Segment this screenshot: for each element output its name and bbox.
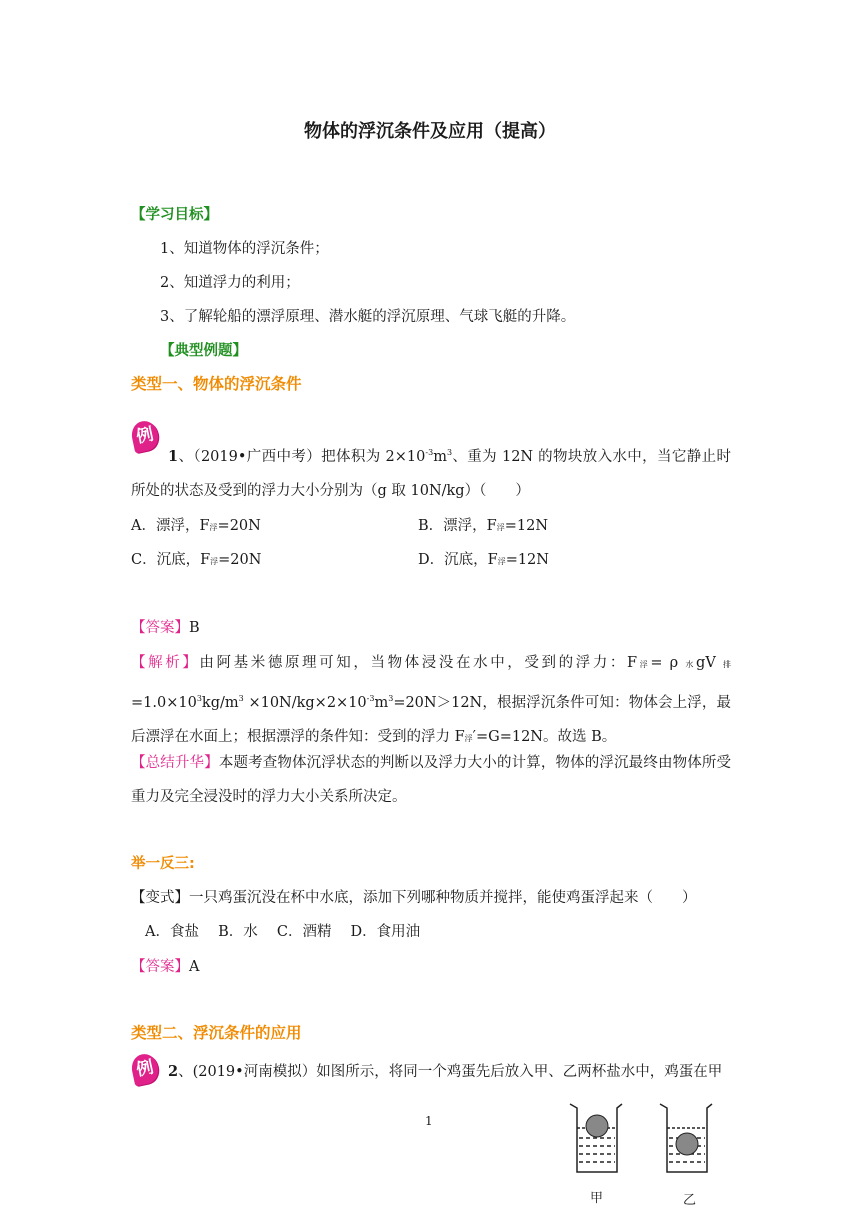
- examples-heading: 【典型例题】: [160, 343, 247, 359]
- example2-question: 2、(2019•河南模拟）如图所示，将同一个鸡蛋先后放入甲、乙两杯盐水中，鸡蛋在甲: [168, 1063, 723, 1080]
- practice-heading: 举一反三:: [131, 856, 195, 872]
- egg-left: [586, 1115, 608, 1137]
- beaker-left: [570, 1104, 622, 1172]
- egg-right: [676, 1133, 698, 1155]
- objectives-heading: 【学习目标】: [131, 207, 218, 223]
- objective-item: 1、知道物体的浮沉条件；: [160, 241, 329, 257]
- option-d: D．沉底，F浮=12N: [418, 552, 549, 568]
- example-badge-icon: 例: [129, 1052, 161, 1087]
- beaker-figure: [565, 1100, 725, 1210]
- objective-item: 2、知道浮力的利用；: [160, 275, 300, 291]
- label-yi: 乙: [683, 1193, 697, 1208]
- example1-summary: 【总结升华】本题考查物体沉浮状态的判断以及浮力大小的计算，物体的浮沉最终由物体所受重力及完全浸没时的浮力大小关系所决定。: [131, 755, 731, 805]
- practice-variant: 【变式】一只鸡蛋沉没在杯中水底，添加下列哪种物质并搅拌，能使鸡蛋浮起来（ ）: [131, 890, 697, 906]
- practice-options: A．食盐 B．水 C．酒精 D．食用油: [145, 924, 421, 940]
- type1-heading: 类型一、物体的浮沉条件: [131, 375, 302, 393]
- label-jia: 甲: [590, 1191, 604, 1206]
- page-number: 1: [425, 1114, 433, 1128]
- example1-answer: 【答案】B: [131, 620, 200, 636]
- example1-question: 1、（2019•广西中考）把体积为 $2\times 10^{-3}m^3$、重为 12N 的物块放入水中，当它静止时所处的状态及受到的浮力大小分别为（g 取 10N/kg）（ ）: [131, 447, 732, 499]
- option-a: A．漂浮，F浮=20N: [131, 518, 261, 534]
- example1-analysis: 【解析】由阿基米德原理可知，当物体浸没在水中，受到的浮力：F浮= ρ 水gV 排$=1.0\times 10^3kg/m^3 \times 10N/kg\times 2\times 10^{-3}m^3=20N>12N$，根据浮沉条件可知：物体会上浮，最后漂浮在水面上；根据漂浮的条件知：受到的浮力 F浮′=G=12N。故选 B。: [131, 655, 731, 745]
- option-c: C．沉底，F浮=20N: [131, 552, 262, 568]
- page-title: 物体的浮沉条件及应用（提高）: [304, 121, 556, 142]
- objective-item: 3、了解轮船的漂浮原理、潜水艇的浮沉原理、气球飞艇的升降。: [160, 309, 576, 325]
- practice-answer: 【答案】A: [131, 959, 200, 975]
- option-b: B．漂浮，F浮=12N: [418, 518, 549, 534]
- example-badge-icon: 例: [129, 419, 161, 454]
- type2-heading: 类型二、浮沉条件的应用: [131, 1024, 302, 1042]
